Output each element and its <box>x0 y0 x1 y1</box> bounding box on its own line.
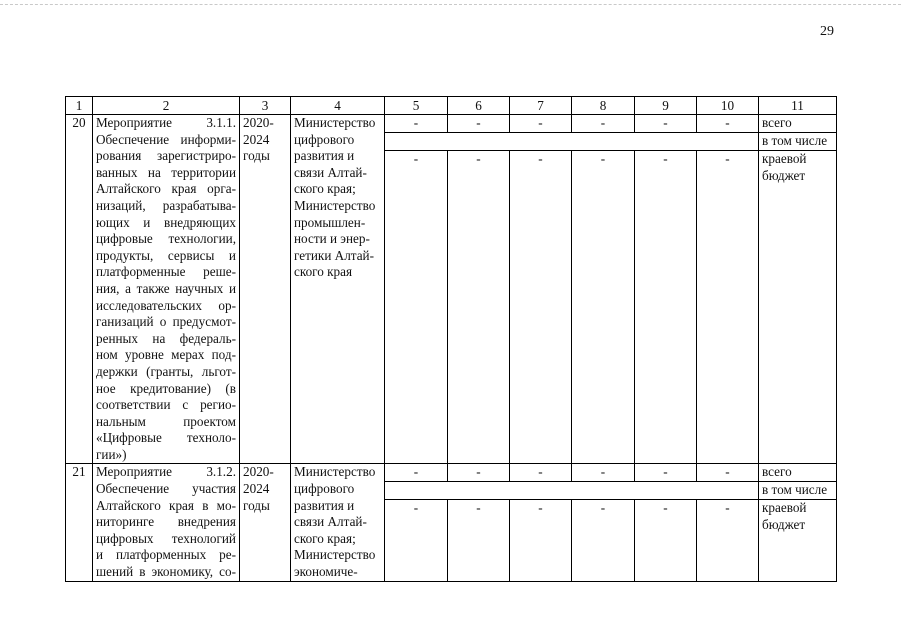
header-cell: 3 <box>240 97 291 115</box>
regional-value: - <box>697 151 759 464</box>
description-line: Мероприятие 3.1.1. <box>96 115 236 130</box>
regional-value: - <box>448 151 510 464</box>
description-line: ное кредитование) (в <box>96 380 236 396</box>
total-label: всего <box>759 115 837 133</box>
regional-value: - <box>635 500 697 581</box>
header-cell: 5 <box>385 97 448 115</box>
executor-line: ского края; <box>294 530 356 546</box>
regional-label-line: бюджет <box>762 167 806 183</box>
description-line: Алтайского края орга- <box>96 181 236 197</box>
period-line: 2024 <box>243 481 270 497</box>
program-measures-table <box>65 96 837 582</box>
description-line: «Цифровые техноло- <box>96 430 236 446</box>
description-line: продукты, сервисы и <box>96 247 236 263</box>
executor-line: гетики Алтай- <box>294 247 375 263</box>
period-line: 2024 <box>243 131 270 147</box>
total-value: - <box>635 464 697 482</box>
description-line: Обеспечение участия <box>96 481 236 497</box>
scan-top-edge <box>0 4 901 5</box>
including-spacer <box>385 133 759 151</box>
regional-label-line: краевой <box>762 500 807 516</box>
including-label: в том числе <box>759 482 837 500</box>
description-line: шений в экономику, со- <box>96 564 236 580</box>
header-cell: 8 <box>572 97 635 115</box>
row-number: 21 <box>66 464 93 581</box>
period-line: 2020- <box>243 464 274 480</box>
measure-description <box>93 464 240 581</box>
including-label: в том числе <box>759 133 837 151</box>
total-value: - <box>448 464 510 482</box>
regional-value: - <box>510 500 572 581</box>
description-line: ганизаций о предусмот- <box>96 314 236 330</box>
description-line: ренных на федераль- <box>96 330 236 346</box>
description-line: соответствии с регио- <box>96 397 236 413</box>
including-spacer <box>385 482 759 500</box>
header-cell: 2 <box>93 97 240 115</box>
total-value: - <box>510 115 572 133</box>
total-value: - <box>697 115 759 133</box>
total-value: - <box>697 464 759 482</box>
regional-value: - <box>635 151 697 464</box>
responsible-executor <box>291 115 385 464</box>
regional-budget-label <box>759 500 837 581</box>
responsible-executor <box>291 464 385 581</box>
header-cell: 1 <box>66 97 93 115</box>
total-value: - <box>385 464 448 482</box>
description-line: низаций, разрабатыва- <box>96 197 236 213</box>
regional-value: - <box>385 151 448 464</box>
description-line: Мероприятие 3.1.2. <box>96 464 236 480</box>
total-value: - <box>448 115 510 133</box>
description-line: цифровые технологии, <box>96 231 236 247</box>
regional-value: - <box>572 151 635 464</box>
header-cell: 4 <box>291 97 385 115</box>
executor-line: ского края <box>294 264 353 280</box>
executor-line: развития и <box>294 497 355 513</box>
executor-line: цифрового <box>294 481 355 497</box>
description-line: рования зарегистриро- <box>96 148 236 164</box>
executor-line: ского края; <box>294 181 356 197</box>
total-label: всего <box>759 464 837 482</box>
header-cell: 10 <box>697 97 759 115</box>
executor-line: экономиче- <box>294 564 358 580</box>
header-cell: 11 <box>759 97 837 115</box>
executor-line: связи Алтай- <box>294 514 367 530</box>
regional-value: - <box>697 500 759 581</box>
description-line: ном уровне мерах под- <box>96 347 236 363</box>
description-line: Алтайского края в мо- <box>96 497 236 513</box>
regional-budget-label <box>759 151 837 464</box>
description-line: держки (гранты, льгот- <box>96 363 236 379</box>
description-line: нальным проектом <box>96 413 236 429</box>
executor-line: цифрового <box>294 131 355 147</box>
regional-value: - <box>385 500 448 581</box>
regional-value: - <box>572 500 635 581</box>
executor-line: Министерство <box>294 464 376 480</box>
implementation-period <box>240 464 291 581</box>
regional-value: - <box>510 151 572 464</box>
period-line: 2020- <box>243 115 274 130</box>
header-cell: 6 <box>448 97 510 115</box>
description-line: цифровых технологий <box>96 530 236 546</box>
description-line: гии») <box>96 446 127 462</box>
executor-line: промышлен- <box>294 214 366 230</box>
executor-line: ности и энер- <box>294 231 370 247</box>
table-header-row <box>66 97 837 115</box>
regional-label-line: краевой <box>762 151 807 166</box>
period-line: годы <box>243 148 270 164</box>
regional-label-line: бюджет <box>762 517 806 533</box>
description-line: и платформенных ре- <box>96 547 236 563</box>
description-line: ния, а также научных и <box>96 280 236 296</box>
header-cell: 9 <box>635 97 697 115</box>
row-number: 20 <box>66 115 93 464</box>
executor-line: Министерство <box>294 547 376 563</box>
total-value: - <box>635 115 697 133</box>
header-cell: 7 <box>510 97 572 115</box>
total-value: - <box>572 115 635 133</box>
table-row <box>66 464 837 482</box>
description-line: ющих и внедряющих <box>96 214 236 230</box>
page-number: 29 <box>820 24 834 39</box>
description-line: исследовательских ор- <box>96 297 236 313</box>
description-line: ванных на территории <box>96 164 236 180</box>
executor-line: Министерство <box>294 115 376 130</box>
total-value: - <box>385 115 448 133</box>
executor-line: Министерство <box>294 197 376 213</box>
description-line: платформенные реше- <box>96 264 236 280</box>
implementation-period <box>240 115 291 464</box>
total-value: - <box>572 464 635 482</box>
executor-line: связи Алтай- <box>294 164 367 180</box>
description-line: ниторинге внедрения <box>96 514 236 530</box>
table-row <box>66 115 837 133</box>
regional-value: - <box>448 500 510 581</box>
executor-line: развития и <box>294 148 355 164</box>
period-line: годы <box>243 497 270 513</box>
description-line: Обеспечение информи- <box>96 131 236 147</box>
total-value: - <box>510 464 572 482</box>
measure-description <box>93 115 240 464</box>
